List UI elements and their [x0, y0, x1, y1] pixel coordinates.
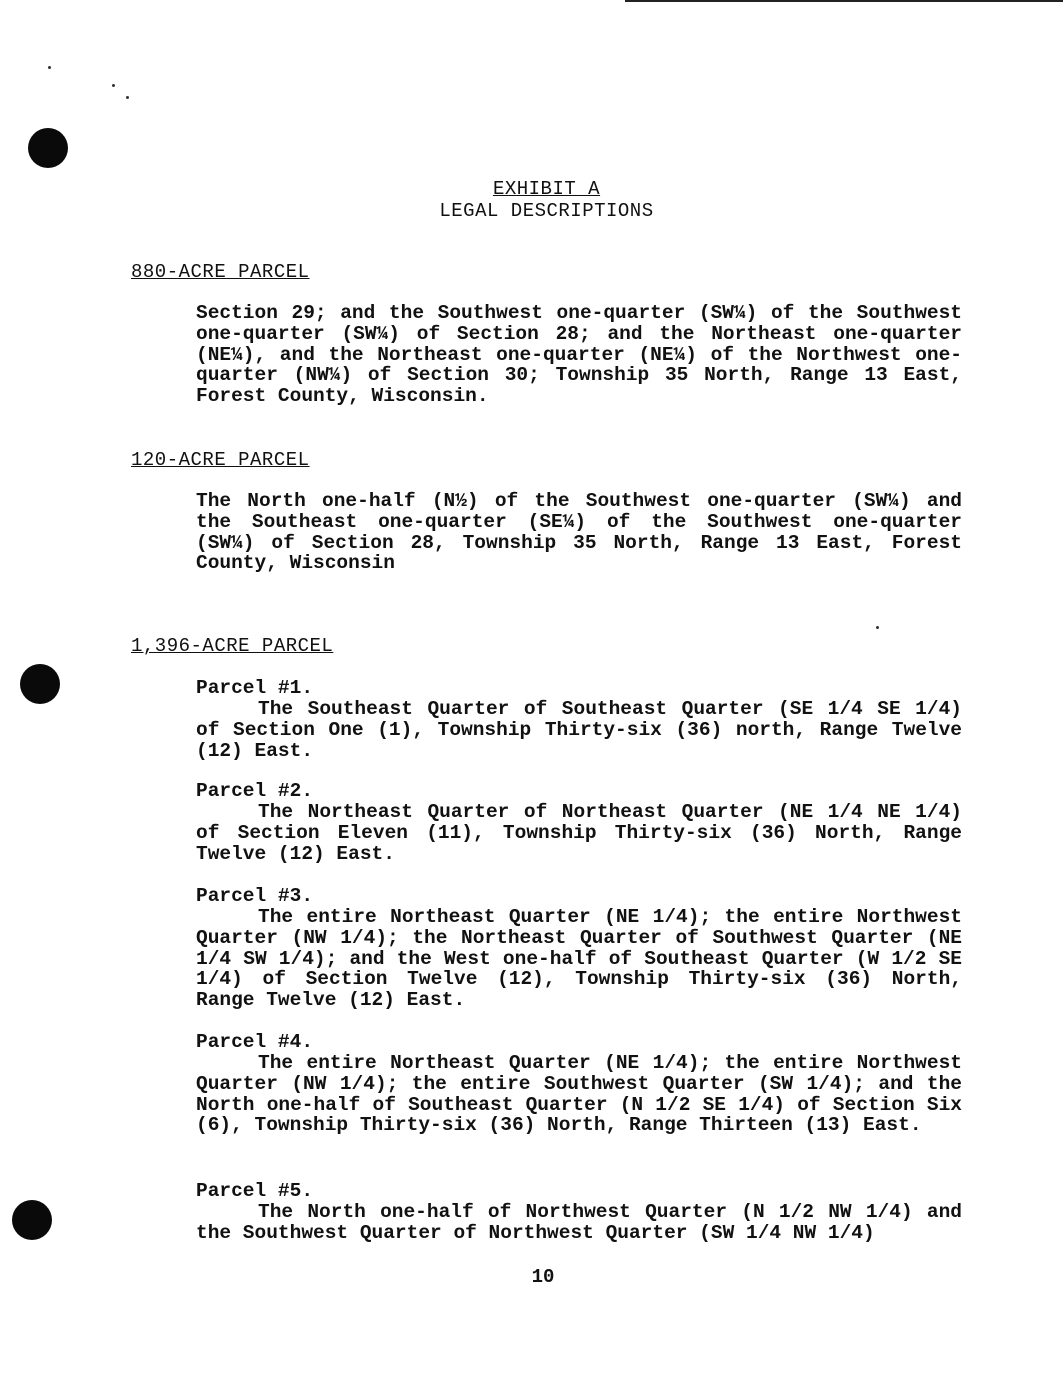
scan-speck	[112, 84, 115, 87]
parcel-5-label: Parcel #5.	[196, 1180, 314, 1202]
scan-speck	[48, 66, 51, 69]
scan-edge-line	[625, 0, 1063, 2]
parcel-3-text: The entire Northeast Quarter (NE 1/4); the entire Northwest Quarter (NW 1/4); the Northeast Quarter of Southwest Quarter (NE 1/4 SW 1/4); and the West one-half of Southeast Quarter (W 1/2 SE 1/4) of Section Twelve (12), Township Thirty-six (36) North, Range Twelve (12) East.	[196, 906, 962, 1012]
parcel-3-label: Parcel #3.	[196, 885, 314, 907]
section-heading-1396-acre: 1,396-ACRE PARCEL	[131, 635, 334, 657]
scan-speck	[126, 96, 129, 99]
parcel-2-text: The Northeast Quarter of Northeast Quarter (NE 1/4 NE 1/4) of Section Eleven (11), Township Thirty-six (36) North, Range Twelve (12) East.	[196, 801, 962, 865]
section-text-880-acre: Section 29; and the Southwest one-quarter (SW¼) of the Southwest one-quarter (SW¼) of Section 28; and the Northeast one-quarter (NE¼), and the Northeast one-quarter (NE¼) of the Northwest one-quarter (NW¼) of Section 30; Township 35 North, Range 13 East, Forest County, Wisconsin.	[196, 302, 962, 408]
section-heading-120-acre: 120-ACRE PARCEL	[131, 449, 310, 471]
parcel-1-label: Parcel #1.	[196, 677, 314, 699]
parcel-2-label: Parcel #2.	[196, 780, 314, 802]
scan-speck	[876, 626, 879, 629]
page-number: 10	[531, 1266, 555, 1288]
exhibit-title: EXHIBIT A	[492, 178, 601, 200]
section-heading-880-acre: 880-ACRE PARCEL	[131, 261, 310, 283]
punch-hole-middle	[20, 664, 60, 704]
punch-hole-bottom	[12, 1200, 52, 1240]
parcel-1-text: The Southeast Quarter of Southeast Quarter (SE 1/4 SE 1/4) of Section One (1), Township Thirty-six (36) north, Range Twelve (12) East.	[196, 698, 962, 762]
parcel-4-label: Parcel #4.	[196, 1031, 314, 1053]
punch-hole-top	[28, 128, 68, 168]
parcel-4-text: The entire Northeast Quarter (NE 1/4); the entire Northwest Quarter (NW 1/4); the entire Southwest Quarter (SW 1/4); and the North one-half of Southeast Quarter (N 1/2 SE 1/4) of Section Six (6), Township Thirty-six (36) North, Range Thirteen (13) East.	[196, 1052, 962, 1137]
parcel-5-text: The North one-half of Northwest Quarter (N 1/2 NW 1/4) and the Southwest Quarter of Northwest Quarter (SW 1/4 NW 1/4)	[196, 1201, 962, 1244]
section-text-120-acre: The North one-half (N½) of the Southwest one-quarter (SW¼) and the Southeast one-quarter (SE¼) of the Southwest one-quarter (SW¼) of Section 28, Township 35 North, Range 13 East, Forest County, Wisconsin	[196, 490, 962, 575]
exhibit-subtitle: LEGAL DESCRIPTIONS	[439, 200, 654, 222]
